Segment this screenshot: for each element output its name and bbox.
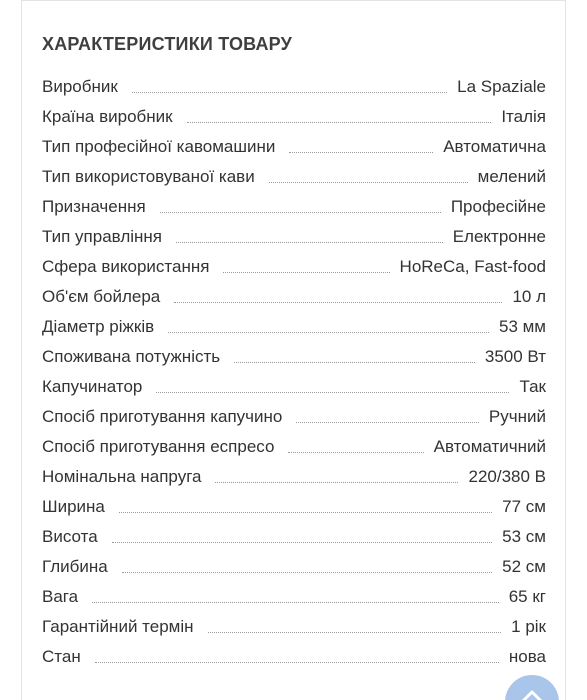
dotted-leader: [92, 602, 499, 603]
spec-value: 1 рік: [511, 617, 546, 636]
spec-row: [42, 642, 546, 672]
dotted-leader: [296, 422, 479, 423]
spec-row: [42, 552, 546, 582]
spec-label: Країна виробник: [42, 107, 173, 126]
spec-label: Виробник: [42, 77, 118, 96]
spec-row: [42, 402, 546, 432]
spec-row: [42, 192, 546, 222]
spec-row: [42, 222, 546, 252]
dotted-leader: [215, 482, 458, 483]
spec-label: Тип професійної кавомашини: [42, 137, 276, 156]
spec-label: Діаметр ріжків: [42, 317, 155, 336]
spec-label: Споживана потужність: [42, 347, 221, 366]
spec-label: Тип управління: [42, 227, 162, 246]
spec-label: Стан: [42, 647, 81, 666]
dotted-leader: [176, 242, 443, 243]
spec-label: Об'єм бойлера: [42, 287, 161, 306]
spec-label: Спосіб приготування капучино: [42, 407, 283, 426]
dotted-leader: [223, 272, 389, 273]
spec-value: Ручний: [488, 407, 546, 426]
spec-label: Тип використовуваної кави: [42, 167, 255, 186]
spec-value: 10 л: [512, 287, 546, 306]
spec-row: [42, 492, 546, 522]
dotted-leader: [174, 302, 502, 303]
spec-label: Глибина: [42, 557, 108, 576]
spec-row: [42, 312, 546, 342]
spec-value: Автоматичний: [433, 437, 546, 456]
spec-value: Італія: [501, 107, 546, 126]
dotted-leader: [234, 362, 475, 363]
spec-value: 65 кг: [508, 587, 546, 606]
chevron-up-icon: [519, 689, 545, 700]
spec-label: Гарантійний термін: [42, 617, 194, 636]
spec-value: Електронне: [452, 227, 546, 246]
dotted-leader: [208, 632, 502, 633]
spec-row: [42, 462, 546, 492]
spec-value: Професійне: [450, 197, 546, 216]
spec-row: [42, 342, 546, 372]
spec-row: [42, 102, 546, 132]
dotted-leader: [112, 542, 493, 543]
spec-value: 3500 Вт: [484, 347, 546, 366]
specs-list: [42, 72, 546, 672]
product-specs-panel: [21, 0, 566, 700]
section-title: ХАРАКТЕРИСТИКИ ТОВАРУ: [42, 34, 293, 54]
spec-value: 53 см: [502, 527, 546, 546]
spec-row: [42, 522, 546, 552]
spec-row: [42, 162, 546, 192]
dotted-leader: [160, 212, 441, 213]
spec-row: [42, 612, 546, 642]
spec-value: нова: [508, 647, 546, 666]
spec-label: Спосіб приготування еспресо: [42, 437, 275, 456]
spec-value: 77 см: [502, 497, 546, 516]
dotted-leader: [289, 152, 433, 153]
spec-value: HoReCa, Fast-food: [399, 257, 546, 276]
dotted-leader: [187, 122, 492, 123]
spec-value: 53 мм: [498, 317, 546, 336]
spec-row: [42, 582, 546, 612]
spec-row: [42, 282, 546, 312]
spec-label: Висота: [42, 527, 98, 546]
spec-label: Призначення: [42, 197, 146, 216]
dotted-leader: [122, 572, 492, 573]
dotted-leader: [95, 662, 499, 663]
spec-value: La Spaziale: [457, 77, 546, 96]
spec-label: Ширина: [42, 497, 105, 516]
dotted-leader: [156, 392, 509, 393]
spec-row: [42, 372, 546, 402]
dotted-leader: [269, 182, 468, 183]
spec-value: 52 см: [502, 557, 546, 576]
spec-value: Автоматична: [443, 137, 546, 156]
dotted-leader: [132, 92, 447, 93]
dotted-leader: [168, 332, 489, 333]
spec-row: [42, 72, 546, 102]
spec-value: Так: [519, 377, 546, 396]
spec-label: Сфера використання: [42, 257, 210, 276]
spec-row: [42, 132, 546, 162]
spec-label: Вага: [42, 587, 79, 606]
spec-row: [42, 252, 546, 282]
spec-label: Номінальна напруга: [42, 467, 202, 486]
spec-value: мелений: [477, 167, 546, 186]
dotted-leader: [288, 452, 423, 453]
spec-row: [42, 432, 546, 462]
spec-label: Капучинатор: [42, 377, 143, 396]
spec-value: 220/380 В: [468, 467, 546, 486]
dotted-leader: [119, 512, 492, 513]
